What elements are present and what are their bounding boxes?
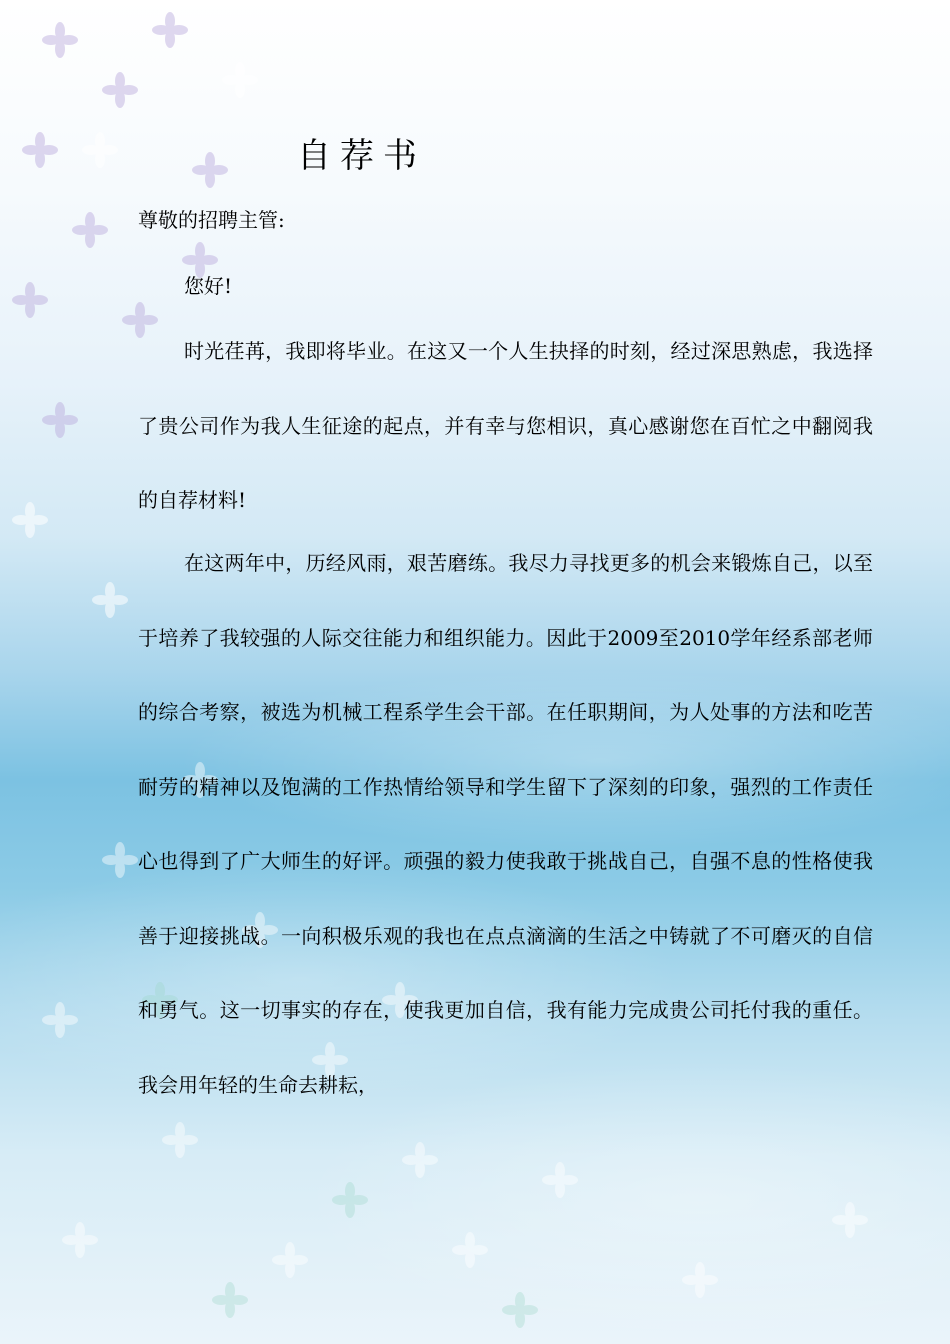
salutation: 尊敬的招聘主管: [138,208,285,232]
paragraph-1: 时光荏苒，我即将毕业。在这又一个人生抉择的时刻，经过深思熟虑，我选择了贵公司作为我人生征途的起点，并有幸与您相识，真心感谢您在百忙之中翻阅我的自荐材料! [138,339,873,512]
document-title: 自荐书 [297,136,426,176]
paragraph-2: 在这两年中，历经风雨，艰苦磨练。我尽力寻找更多的机会来锻炼自己，以至于培养了我较强的人际交往能力和组织能力。因此于2009至2010学年经系部老师的综合考察，被选为机械工程系学生会干部。在任职期间，为人处事的方法和吃苦耐劳的精神以及饱满的工作热情给领导和学生留下了深刻的印象，强烈的工作责任心也得到了广大师生的好评。顽强的毅力使我敢于挑战自己，自强不息的性格使我善于迎接挑战。一向积极乐观的我也在点点滴滴的生活之中铸就了不可磨灭的自信和勇气。这一切事实的存在，使我更加自信，我有能力完成贵公司托付我的重任。我会用年轻的生命去耕耘， [138,551,873,1097]
greeting: 您好! [184,274,233,298]
